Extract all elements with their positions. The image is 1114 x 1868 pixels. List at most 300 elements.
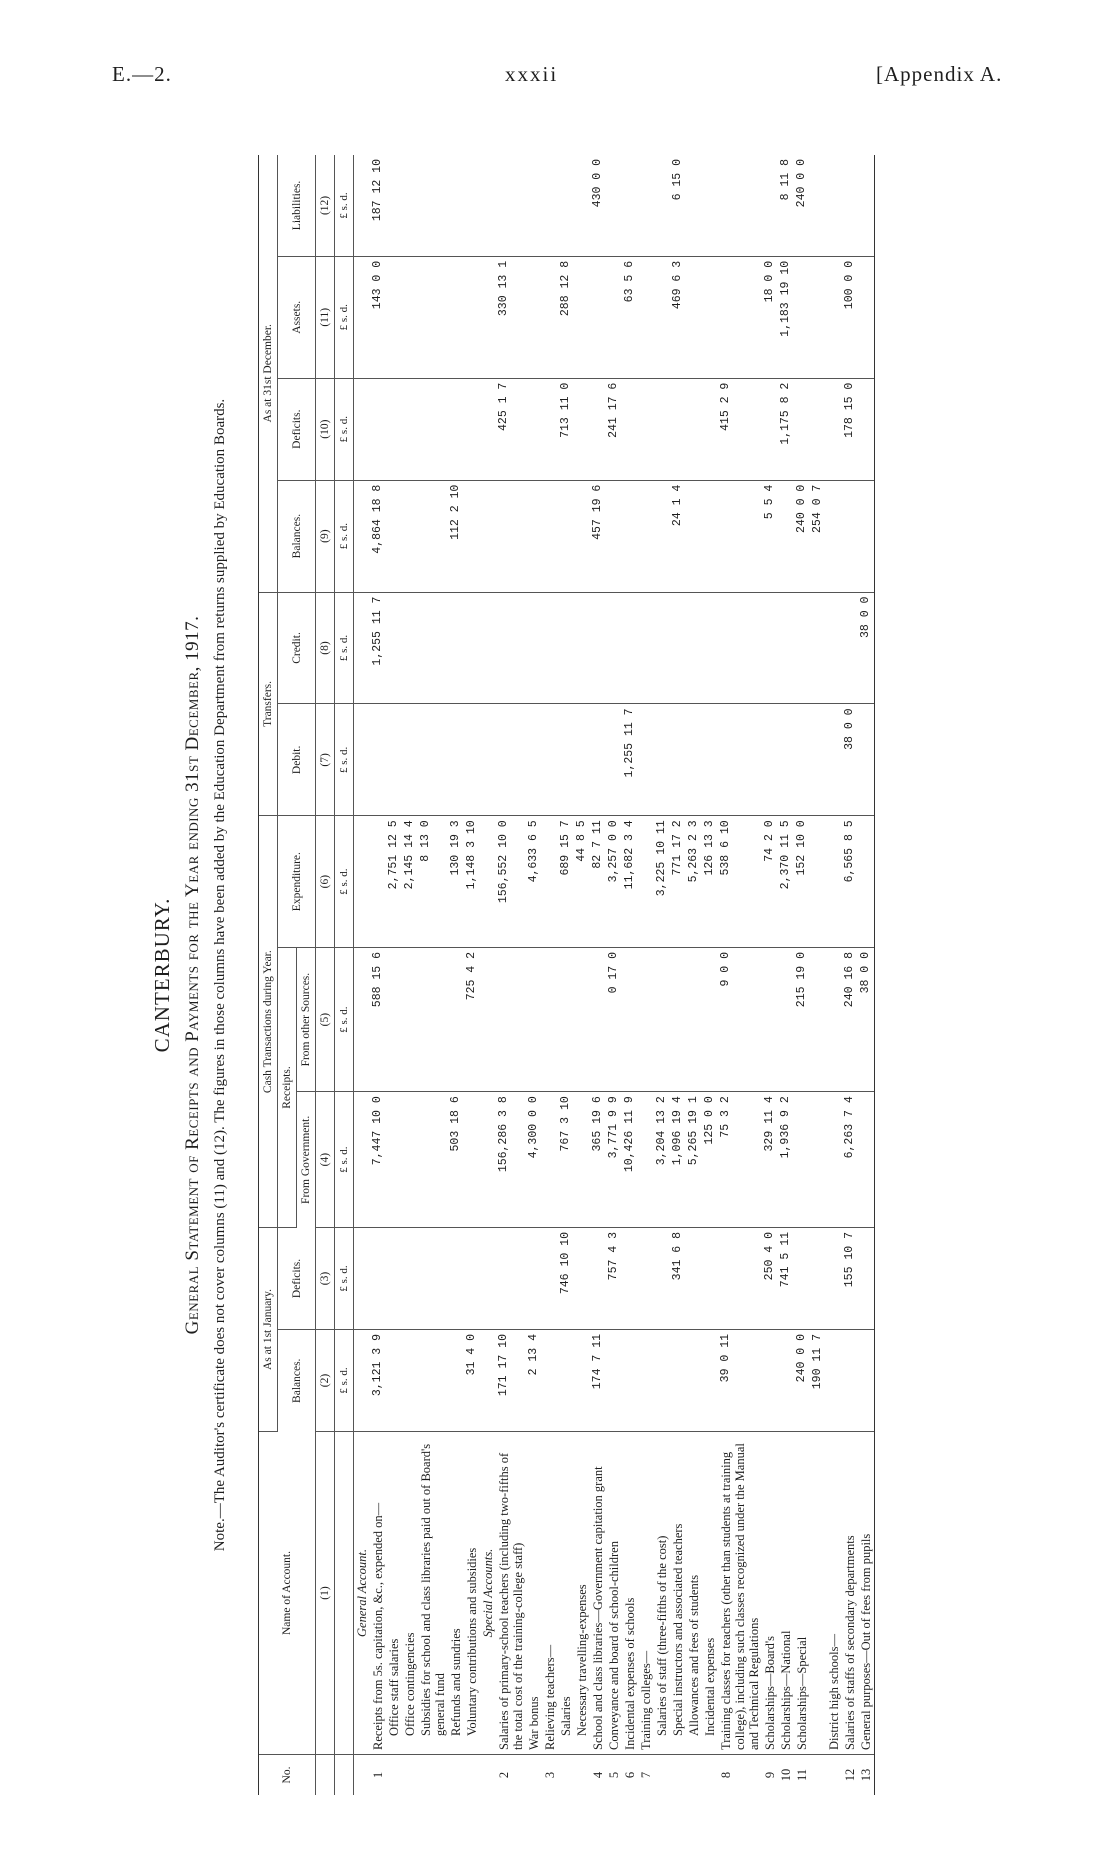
account-name: Incidental expenses of schools: [622, 1432, 638, 1755]
amount-cell: [480, 155, 496, 256]
amount-cell: [826, 947, 842, 1091]
amount-cell: [386, 1092, 402, 1228]
amount-cell: [418, 480, 448, 592]
amount-cell: [794, 378, 810, 480]
amount-cell: [718, 155, 762, 256]
amount-cell: [402, 480, 418, 592]
table-row: [418, 155, 448, 1795]
amount-cell: [496, 480, 526, 592]
amount-cell: [778, 704, 794, 816]
amount-cell: 2,370 11 5: [778, 816, 794, 948]
amount-cell: [778, 592, 794, 704]
amount-cell: 2,751 12 5: [386, 816, 402, 948]
amount-cell: [402, 1092, 418, 1228]
amount-cell: [386, 378, 402, 480]
account-name: Necessary travelling-expenses: [574, 1432, 590, 1755]
amount-cell: [590, 592, 606, 704]
amount-cell: [480, 704, 496, 816]
amount-cell: 171 17 10: [496, 1330, 526, 1432]
amount-cell: 10,426 11 9: [622, 1092, 638, 1228]
amount-cell: [574, 704, 590, 816]
amount-cell: 44 8 5: [574, 816, 590, 948]
column-number: (5): [316, 947, 335, 1091]
currency-units: £ s. d.: [335, 1092, 354, 1228]
amount-cell: [638, 947, 654, 1091]
amount-cell: [558, 947, 574, 1091]
column-number: (7): [316, 704, 335, 816]
amount-cell: [622, 1228, 638, 1330]
amount-cell: 746 10 10: [558, 1228, 574, 1330]
amount-cell: [718, 704, 762, 816]
amount-cell: [464, 256, 480, 378]
amount-cell: [762, 378, 778, 480]
amount-cell: [810, 1092, 826, 1228]
table-row: [670, 155, 686, 1795]
amount-cell: 152 10 0: [794, 816, 810, 948]
amount-cell: 741 5 11: [778, 1228, 794, 1330]
amount-cell: [842, 592, 858, 704]
header-receipts: Receipts.: [278, 947, 297, 1227]
header-credit: Credit.: [278, 592, 316, 704]
amount-cell: [354, 816, 371, 948]
amount-cell: [542, 1330, 558, 1432]
account-name: Scholarships—Board's: [762, 1432, 778, 1755]
amount-cell: [702, 1330, 718, 1432]
amount-cell: [810, 155, 826, 256]
amount-cell: [654, 378, 670, 480]
amount-cell: [794, 592, 810, 704]
amount-cell: [826, 256, 842, 378]
table-row: [622, 155, 638, 1795]
amount-cell: [354, 1330, 371, 1432]
table-row: [402, 155, 418, 1795]
amount-cell: [574, 480, 590, 592]
amount-cell: [826, 704, 842, 816]
account-name: Special Accounts.: [480, 1432, 496, 1755]
amount-cell: [558, 704, 574, 816]
amount-cell: [778, 1330, 794, 1432]
amount-cell: 240 0 0: [794, 155, 810, 256]
amount-cell: [386, 947, 402, 1091]
row-number: 9: [763, 1771, 777, 1779]
amount-cell: [480, 256, 496, 378]
amount-cell: 771 17 2: [670, 816, 686, 948]
amount-cell: [842, 155, 858, 256]
amount-cell: [464, 1228, 480, 1330]
amount-cell: [638, 816, 654, 948]
amount-cell: [638, 592, 654, 704]
account-name: Relieving teachers—: [542, 1432, 558, 1755]
rotated-statement: [150, 145, 1030, 1805]
amount-cell: [448, 155, 464, 256]
amount-cell: [448, 704, 464, 816]
amount-cell: 240 16 8: [842, 947, 858, 1091]
amount-cell: 18 0 0: [762, 256, 778, 378]
amount-cell: [826, 155, 842, 256]
account-name: [810, 1432, 826, 1755]
header-dec: As at 31st December.: [259, 155, 278, 592]
column-number: (1): [316, 1432, 335, 1755]
amount-cell: [526, 947, 542, 1091]
row-number: 12: [843, 1768, 857, 1782]
row-number: 1: [371, 1771, 385, 1779]
table-row: [590, 155, 606, 1795]
amount-cell: [464, 1092, 480, 1228]
amount-cell: [526, 592, 542, 704]
table-row: [354, 155, 371, 1795]
amount-cell: [402, 1228, 418, 1330]
amount-cell: 330 13 1: [496, 256, 526, 378]
amount-cell: [810, 704, 826, 816]
amount-cell: [686, 1228, 702, 1330]
amount-cell: 156,286 3 8: [496, 1092, 526, 1228]
amount-cell: [622, 592, 638, 704]
table-row: [386, 155, 402, 1795]
statement-body: [354, 155, 875, 1795]
amount-cell: [418, 256, 448, 378]
amount-cell: [480, 1330, 496, 1432]
currency-units: £ s. d.: [335, 378, 354, 480]
amount-cell: [606, 1330, 622, 1432]
amount-cell: 5,263 2 3: [686, 816, 702, 948]
amount-cell: [402, 704, 418, 816]
amount-cell: 4,633 6 5: [526, 816, 542, 948]
amount-cell: 75 3 2: [718, 1092, 762, 1228]
amount-cell: 1,183 19 10: [778, 256, 794, 378]
account-name: Refunds and sundries: [448, 1432, 464, 1755]
amount-cell: 143 0 0: [370, 256, 386, 378]
amount-cell: 341 6 8: [670, 1228, 686, 1330]
lsd-blank: [335, 1432, 354, 1755]
amount-cell: [606, 155, 622, 256]
header-deficits-jan: Deficits.: [278, 1228, 316, 1330]
amount-cell: [654, 947, 670, 1091]
amount-cell: 130 19 3: [448, 816, 464, 948]
account-name: General Account.: [354, 1432, 371, 1755]
account-name: Receipts from 5s. capitation, &c., expended on—: [370, 1432, 386, 1755]
amount-cell: 1,148 3 10: [464, 816, 480, 948]
amount-cell: 63 5 6: [622, 256, 638, 378]
amount-cell: [574, 155, 590, 256]
amount-cell: [622, 480, 638, 592]
account-name: Training colleges—: [638, 1432, 654, 1755]
amount-cell: [526, 480, 542, 592]
row-number: [526, 1755, 542, 1796]
amount-cell: [702, 1228, 718, 1330]
amount-cell: [606, 480, 622, 592]
amount-cell: [354, 1092, 371, 1228]
amount-cell: [826, 378, 842, 480]
table-row: [686, 155, 702, 1795]
amount-cell: [858, 378, 875, 480]
amount-cell: [654, 256, 670, 378]
header-name: Name of Account.: [259, 1432, 316, 1755]
column-numbers-row: [316, 155, 335, 1795]
amount-cell: 38 0 0: [858, 592, 875, 704]
amount-cell: [670, 1330, 686, 1432]
column-number: (6): [316, 816, 335, 948]
table-row: [810, 155, 826, 1795]
row-number: 2: [497, 1771, 511, 1779]
amount-cell: [480, 1228, 496, 1330]
amount-cell: [826, 816, 842, 948]
amount-cell: [464, 592, 480, 704]
amount-cell: [762, 1330, 778, 1432]
amount-cell: 288 12 8: [558, 256, 574, 378]
row-number: [686, 1755, 702, 1796]
row-number: [574, 1755, 590, 1796]
row-number: [448, 1755, 464, 1796]
amount-cell: 3,225 10 11: [654, 816, 670, 948]
amount-cell: [526, 256, 542, 378]
column-number: (2): [316, 1330, 335, 1432]
amount-cell: [686, 1330, 702, 1432]
header-from-government: From Government.: [297, 1092, 316, 1228]
page-number: xxxii: [505, 62, 559, 86]
column-number: (3): [316, 1228, 335, 1330]
amount-cell: [810, 378, 826, 480]
amount-cell: [686, 480, 702, 592]
amount-cell: [496, 1228, 526, 1330]
amount-cell: 112 2 10: [448, 480, 464, 592]
amount-cell: 82 7 11: [590, 816, 606, 948]
table-row: [702, 155, 718, 1795]
amount-cell: [448, 592, 464, 704]
amount-cell: [826, 480, 842, 592]
amount-cell: [418, 155, 448, 256]
amount-cell: [590, 256, 606, 378]
amount-cell: [622, 155, 638, 256]
amount-cell: [762, 592, 778, 704]
amount-cell: [718, 480, 762, 592]
table-row: [606, 155, 622, 1795]
amount-cell: 713 11 0: [558, 378, 574, 480]
amount-cell: [354, 155, 371, 256]
amount-cell: [448, 1330, 464, 1432]
account-name: Salaries of primary-school teachers (including two-fifths of the total cost of the training-college staff): [496, 1432, 526, 1755]
page-code: E.—2.: [112, 62, 172, 86]
amount-cell: [558, 1330, 574, 1432]
column-number: (11): [316, 256, 335, 378]
amount-cell: 38 0 0: [842, 704, 858, 816]
row-number: 8: [719, 1771, 733, 1779]
row-number: 5: [607, 1771, 621, 1779]
amount-cell: 767 3 10: [558, 1092, 574, 1228]
row-number: [402, 1755, 418, 1796]
amount-cell: 329 11 4: [762, 1092, 778, 1228]
amount-cell: [542, 704, 558, 816]
amount-cell: [670, 704, 686, 816]
amount-cell: [702, 592, 718, 704]
amount-cell: 8 11 8: [778, 155, 794, 256]
amount-cell: [686, 155, 702, 256]
appendix-label: [Appendix A.: [876, 62, 1003, 86]
amount-cell: [638, 1228, 654, 1330]
table-row: [858, 155, 875, 1795]
header-assets: Assets.: [278, 256, 316, 378]
amount-cell: [858, 704, 875, 816]
currency-units-row: [335, 155, 354, 1795]
account-name: Conveyance and board of school-children: [606, 1432, 622, 1755]
amount-cell: [654, 480, 670, 592]
amount-cell: [354, 480, 371, 592]
account-name: Incidental expenses: [702, 1432, 718, 1755]
amount-cell: 125 0 0: [702, 1092, 718, 1228]
row-number: [480, 1755, 496, 1796]
amount-cell: 588 15 6: [370, 947, 386, 1091]
amount-cell: [590, 947, 606, 1091]
amount-cell: 2 13 4: [526, 1330, 542, 1432]
amount-cell: [418, 1330, 448, 1432]
amount-cell: [670, 592, 686, 704]
amount-cell: [418, 378, 448, 480]
amount-cell: [654, 155, 670, 256]
amount-cell: [480, 592, 496, 704]
amount-cell: 2,145 14 4: [402, 816, 418, 948]
amount-cell: [810, 1228, 826, 1330]
amount-cell: 241 17 6: [606, 378, 622, 480]
amount-cell: [386, 256, 402, 378]
amount-cell: [558, 155, 574, 256]
amount-cell: [480, 816, 496, 948]
amount-cell: [778, 480, 794, 592]
amount-cell: 5 5 4: [762, 480, 778, 592]
amount-cell: [794, 1092, 810, 1228]
amount-cell: [638, 378, 654, 480]
amount-cell: [496, 592, 526, 704]
account-name: Office staff salaries: [386, 1432, 402, 1755]
colnum-blank: [316, 1755, 335, 1796]
table-row: [762, 155, 778, 1795]
amount-cell: [526, 378, 542, 480]
amount-cell: 11,682 3 4: [622, 816, 638, 948]
currency-units: £ s. d.: [335, 816, 354, 948]
lsd-blank: [335, 1755, 354, 1796]
amount-cell: [762, 704, 778, 816]
account-name: Salaries: [558, 1432, 574, 1755]
amount-cell: [464, 704, 480, 816]
amount-cell: 3,121 3 9: [370, 1330, 386, 1432]
amount-cell: [574, 592, 590, 704]
amount-cell: 4,300 0 0: [526, 1092, 542, 1228]
amount-cell: [702, 480, 718, 592]
amount-cell: 3,204 13 2: [654, 1092, 670, 1228]
amount-cell: 3,771 9 9: [606, 1092, 622, 1228]
amount-cell: [386, 1330, 402, 1432]
row-number: 3: [543, 1771, 557, 1779]
amount-cell: [354, 592, 371, 704]
amount-cell: [386, 1228, 402, 1330]
amount-cell: [654, 1228, 670, 1330]
amount-cell: [370, 1228, 386, 1330]
amount-cell: 254 0 7: [810, 480, 826, 592]
account-name: General purposes—Out of fees from pupils: [858, 1432, 875, 1755]
amount-cell: [686, 592, 702, 704]
amount-cell: [590, 378, 606, 480]
table-row: [718, 155, 762, 1795]
amount-cell: 725 4 2: [464, 947, 480, 1091]
amount-cell: 250 4 0: [762, 1228, 778, 1330]
amount-cell: [702, 378, 718, 480]
amount-cell: 215 19 0: [794, 947, 810, 1091]
amount-cell: [654, 592, 670, 704]
table-row: [826, 155, 842, 1795]
amount-cell: [402, 947, 418, 1091]
account-name: Subsidies for school and class libraries paid out of Board's general fund: [418, 1432, 448, 1755]
amount-cell: [718, 592, 762, 704]
amount-cell: [402, 1330, 418, 1432]
amount-cell: [638, 480, 654, 592]
amount-cell: [858, 1228, 875, 1330]
row-number: [418, 1755, 448, 1796]
amount-cell: [354, 947, 371, 1091]
amount-cell: [558, 592, 574, 704]
table-row: [654, 155, 670, 1795]
amount-cell: 1,175 8 2: [778, 378, 794, 480]
currency-units: £ s. d.: [335, 592, 354, 704]
header-expenditure: Expenditure.: [278, 816, 316, 948]
column-number: (8): [316, 592, 335, 704]
amount-cell: [496, 155, 526, 256]
table-row: [464, 155, 480, 1795]
amount-cell: [638, 704, 654, 816]
amount-cell: [794, 704, 810, 816]
amount-cell: [354, 1228, 371, 1330]
amount-cell: [794, 256, 810, 378]
table-row: [778, 155, 794, 1795]
amount-cell: [686, 256, 702, 378]
amount-cell: [480, 480, 496, 592]
amount-cell: [526, 155, 542, 256]
column-number: (10): [316, 378, 335, 480]
amount-cell: 178 15 0: [842, 378, 858, 480]
table-row: [842, 155, 858, 1795]
currency-units: £ s. d.: [335, 704, 354, 816]
amount-cell: [670, 947, 686, 1091]
row-number: [464, 1755, 480, 1796]
amount-cell: [794, 1228, 810, 1330]
account-name: Special instructors and associated teachers: [670, 1432, 686, 1755]
header-from-other: From other Sources.: [297, 947, 316, 1091]
amount-cell: [402, 155, 418, 256]
row-number: [558, 1755, 574, 1796]
account-name: War bonus: [526, 1432, 542, 1755]
amount-cell: [654, 1330, 670, 1432]
amount-cell: [526, 1228, 542, 1330]
amount-cell: [464, 155, 480, 256]
amount-cell: 1,255 11 7: [622, 704, 638, 816]
amount-cell: 1,255 11 7: [370, 592, 386, 704]
amount-cell: [418, 704, 448, 816]
amount-cell: [370, 378, 386, 480]
amount-cell: 5,265 19 1: [686, 1092, 702, 1228]
amount-cell: [496, 947, 526, 1091]
account-name: Training classes for teachers (other than students at training college), including such classes recognized under the Manual and Technical Regulations: [718, 1432, 762, 1755]
amount-cell: [826, 1330, 842, 1432]
currency-units: £ s. d.: [335, 256, 354, 378]
amount-cell: 4,864 18 8: [370, 480, 386, 592]
amount-cell: [480, 1092, 496, 1228]
amount-cell: [354, 378, 371, 480]
amount-cell: [686, 704, 702, 816]
amount-cell: 0 17 0: [606, 947, 622, 1091]
amount-cell: 689 15 7: [558, 816, 574, 948]
amount-cell: [464, 378, 480, 480]
amount-cell: [370, 704, 386, 816]
amount-cell: [670, 378, 686, 480]
amount-cell: [590, 704, 606, 816]
amount-cell: [542, 1228, 558, 1330]
